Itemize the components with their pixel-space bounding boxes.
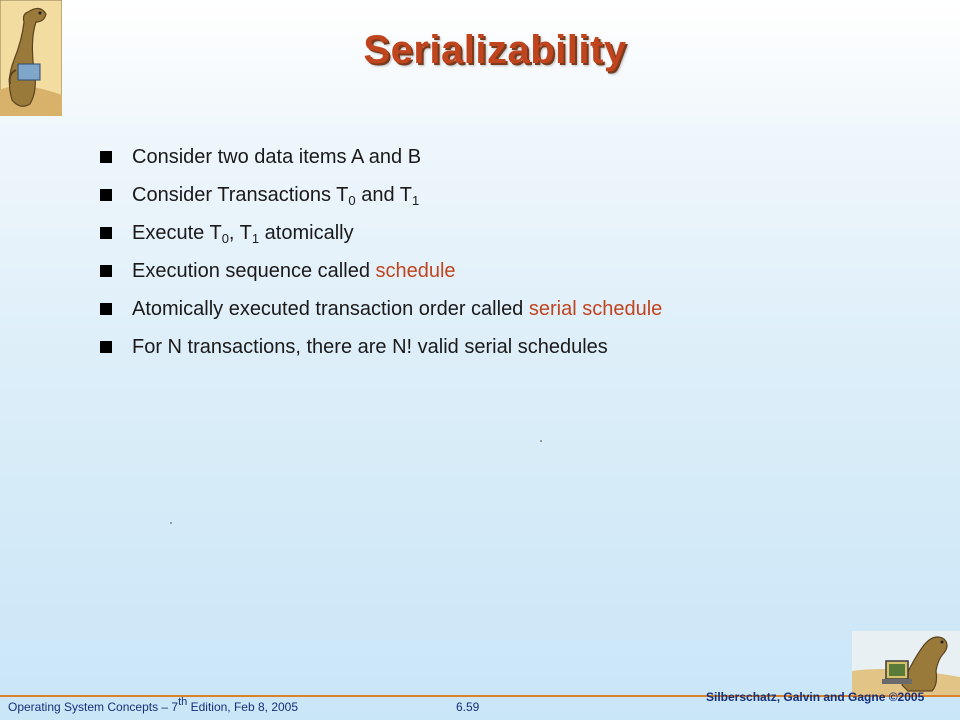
bullet-item [100, 290, 662, 328]
bullet-text: Atomically executed transaction order called [132, 298, 529, 320]
subscript: 0 [221, 231, 229, 246]
bullet-text: Consider Transactions T [132, 184, 349, 206]
bullet-text: For N transactions, there are N! valid serial schedules [132, 336, 608, 358]
dinosaur-computer-logo [852, 631, 960, 695]
subscript: 1 [411, 193, 420, 208]
bullet-text: Execution sequence called [132, 260, 376, 282]
square-bullet-icon [100, 189, 112, 201]
bullet-text: , T [228, 222, 252, 244]
stray-dot [170, 522, 172, 524]
subscript: 0 [348, 193, 356, 208]
highlighted-term: schedule [375, 260, 456, 282]
square-bullet-icon [100, 151, 112, 163]
bullet-list [100, 138, 662, 366]
bullet-item [100, 328, 662, 366]
bullet-text: Consider two data items A and B [132, 146, 422, 168]
footer-copyright: Silberschatz, Galvin and Gagne ©2005 [706, 690, 925, 704]
highlighted-term: serial schedule [528, 298, 663, 320]
bullet-item [100, 176, 662, 214]
bullet-item [100, 138, 662, 176]
square-bullet-icon [100, 227, 112, 239]
bullet-item [100, 214, 662, 252]
bullet-text: Execute T [132, 222, 222, 244]
square-bullet-icon [100, 303, 112, 315]
footer-course-info: Operating System Concepts – 7th Edition, Feb 8, 2005 [8, 696, 299, 714]
slide-title: Serializability [363, 28, 627, 72]
bullet-item [100, 252, 662, 290]
square-bullet-icon [100, 265, 112, 277]
bullet-text: atomically [259, 222, 354, 244]
bullet-text: and T [355, 184, 412, 206]
square-bullet-icon [100, 341, 112, 353]
footer-page-number: 6.59 [456, 700, 480, 714]
stray-dot [540, 440, 542, 442]
subscript: 1 [251, 231, 260, 246]
